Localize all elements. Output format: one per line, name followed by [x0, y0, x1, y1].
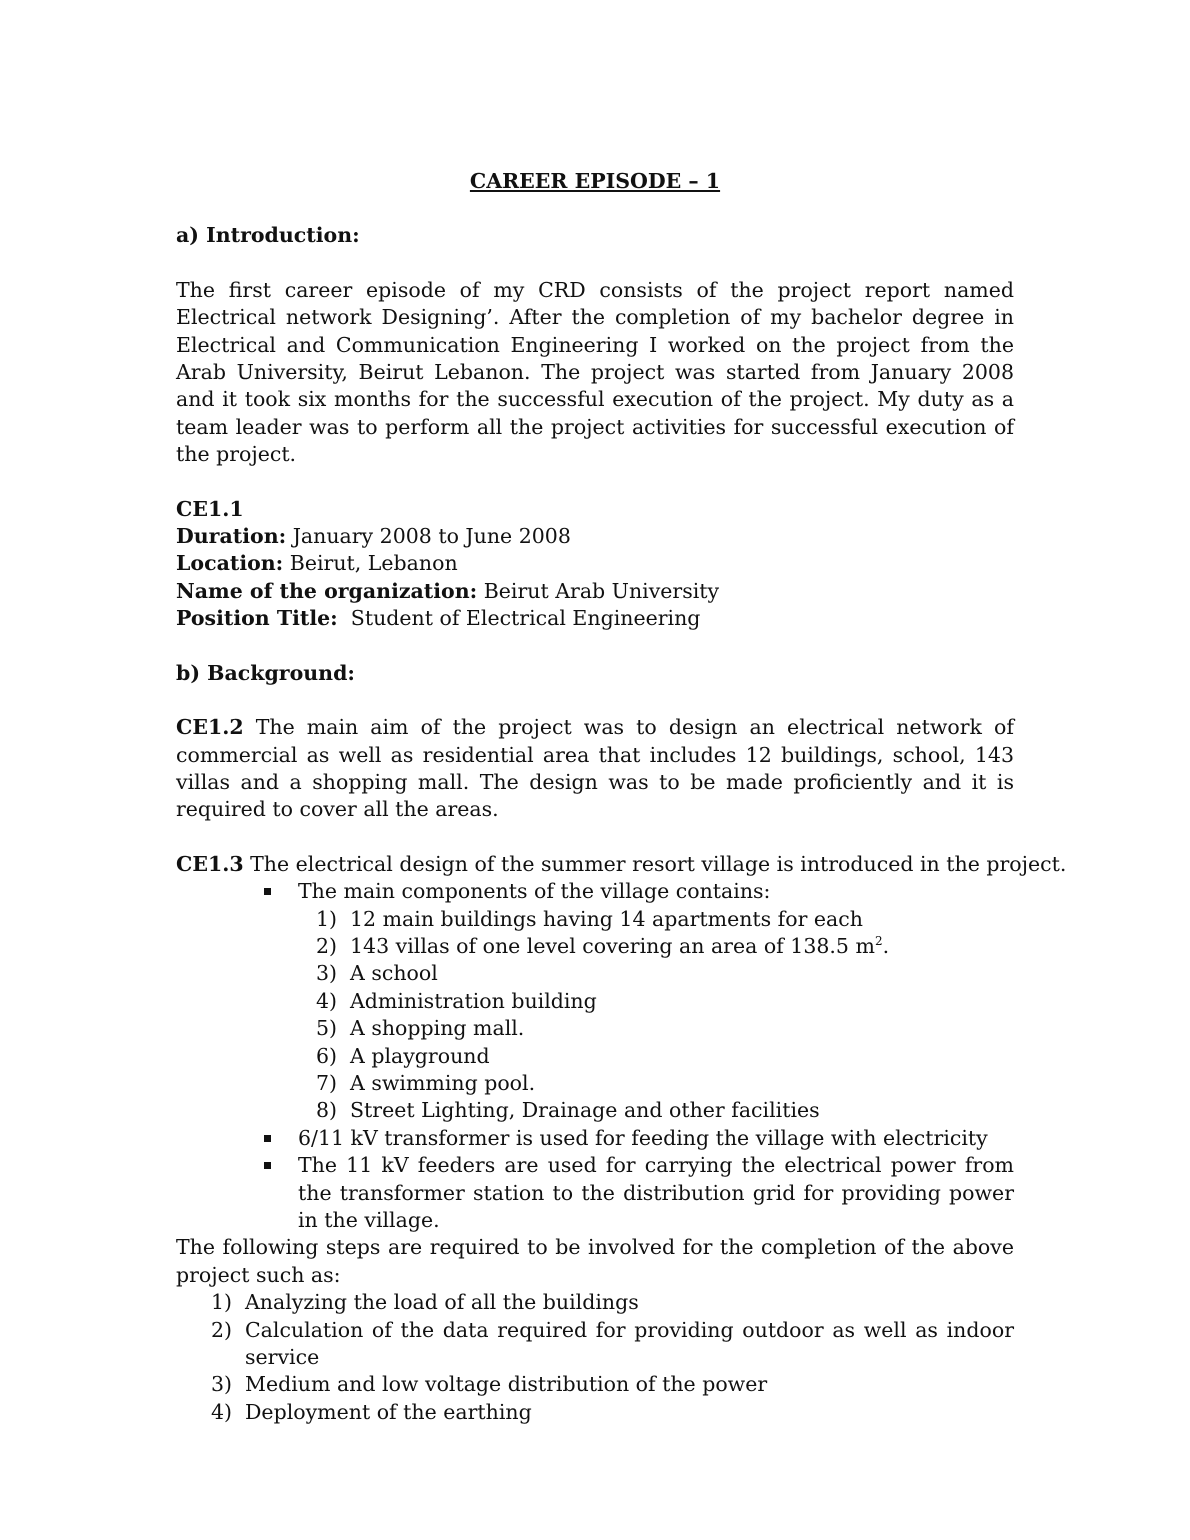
list-text: A playground: [350, 1043, 490, 1068]
list-text: A swimming pool.: [350, 1070, 536, 1095]
document-page: [176, 168, 1067, 1426]
bullet-text: The 11 kV feeders are used for carrying the electrical power from the transformer station to the distribution grid for providing power in the village.: [298, 1153, 1014, 1232]
list-text: Administration building: [350, 988, 597, 1013]
list-item: [316, 960, 1014, 987]
list-text: Deployment of the earthing: [245, 1399, 532, 1424]
list-item: [211, 1371, 1014, 1398]
list-item: [211, 1399, 1014, 1426]
background-heading: b) Background:: [176, 660, 355, 685]
ce13-section: [176, 851, 1067, 1427]
list-text-suffix: .: [882, 933, 890, 958]
steps-list: [176, 1289, 1014, 1426]
list-text: Medium and low voltage distribution of the power: [245, 1372, 768, 1397]
bullet-square-icon: [264, 888, 271, 895]
page-title: CAREER EPISODE – 1: [469, 169, 721, 193]
position-label: Position Title:: [176, 606, 338, 631]
bullet-square-icon: [264, 1162, 271, 1169]
list-item: [298, 1125, 1014, 1152]
list-item: [316, 988, 1014, 1015]
location-line: [176, 550, 1014, 577]
list-text: A shopping mall.: [350, 1016, 525, 1041]
list-number: 2): [211, 1317, 233, 1342]
duration-value: January 2008 to June 2008: [286, 524, 571, 549]
ce12-label: CE1.2: [176, 715, 244, 740]
ce12-text: The main aim of the project was to design an electrical network of commercial as well as residential area that includes 12 buildings, school, 143 villas and a shopping mall. The design was to be made proficiently and it is required to cover all the areas.: [176, 715, 1014, 822]
position-line: [176, 605, 1014, 632]
list-item: [316, 906, 1014, 933]
position-value: Student of Electrical Engineering: [337, 606, 701, 631]
list-text: Calculation of the data required for providing outdoor as well as indoor service: [245, 1317, 1014, 1370]
list-number: 1): [316, 906, 338, 931]
bullet-square-icon: [264, 1135, 271, 1142]
ce11-label: CE1.1: [176, 496, 244, 521]
list-number: 3): [316, 961, 338, 986]
list-number: 2): [316, 933, 338, 958]
list-text: 12 main buildings having 14 apartments for each: [350, 906, 863, 931]
location-value: Beirut, Lebanon: [283, 551, 458, 576]
duration-label: Duration:: [176, 524, 287, 549]
ce13-label: CE1.3: [176, 851, 244, 876]
list-number: 7): [316, 1070, 338, 1095]
organization-line: [176, 578, 1014, 605]
list-item: [316, 1015, 1014, 1042]
list-number: 4): [316, 988, 338, 1013]
bullet-text: The main components of the village contains:: [298, 879, 771, 904]
location-label: Location:: [176, 551, 284, 576]
organization-label: Name of the organization:: [176, 578, 478, 603]
list-number: 6): [316, 1043, 338, 1068]
list-number: 8): [316, 1098, 338, 1123]
list-item: [316, 1097, 1014, 1124]
list-item: [316, 1070, 1014, 1097]
list-number: 1): [211, 1290, 233, 1315]
list-text: Analyzing the load of all the buildings: [245, 1290, 639, 1315]
components-list: [298, 906, 1014, 1125]
list-item: [316, 1043, 1014, 1070]
list-text: A school: [350, 961, 438, 986]
list-item: [298, 1152, 1014, 1234]
introduction-heading: a) Introduction:: [176, 223, 360, 248]
list-item: [298, 878, 1014, 1125]
list-number: 4): [211, 1399, 233, 1424]
organization-value: Beirut Arab University: [477, 578, 720, 603]
ce11-details: [176, 496, 1014, 633]
steps-intro: The following steps are required to be involved for the completion of the above project such as:: [176, 1235, 1014, 1287]
ce13-bullet-list: [176, 878, 1014, 1234]
bullet-text: 6/11 kV transformer is used for feeding the village with electricity: [298, 1125, 988, 1150]
list-number: 5): [316, 1016, 338, 1041]
ce13-paragraph: [176, 851, 1067, 878]
list-number: 3): [211, 1372, 233, 1397]
ce12-paragraph: [176, 714, 1014, 824]
list-text: Street Lighting, Drainage and other facilities: [350, 1098, 820, 1123]
list-item: [211, 1317, 1014, 1372]
list-item: [316, 933, 1014, 960]
list-text: 143 villas of one level covering an area of 138.5 m: [350, 933, 875, 958]
duration-line: [176, 523, 1014, 550]
list-item: [211, 1289, 1014, 1316]
superscript: 2: [874, 934, 883, 949]
ce13-text: The electrical design of the summer resort village is introduced in the project.: [243, 851, 1067, 876]
introduction-paragraph: The first career episode of my CRD consists of the project report named Electrical network Designing’. After the completion of my bachelor degree in Electrical and Communication Engineering I worked on the project from the Arab University, Beirut Lebanon. The project was started from January 2008 and it took six months for the successful execution of the project. My duty as a team leader was to perform all the project activities for successful execution of the project.: [176, 277, 1014, 467]
